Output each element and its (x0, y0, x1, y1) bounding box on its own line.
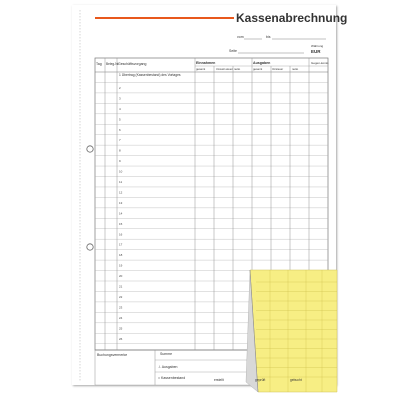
row-number: 15 (119, 221, 123, 226)
row-number: 23 (119, 305, 123, 310)
col-income-net-header: netto (234, 67, 241, 71)
row-number: 17 (119, 242, 123, 247)
row-number: 20 (119, 274, 123, 279)
date-from-label: vom (237, 35, 244, 39)
col-income-vat-header: Umsatz-steuer (216, 68, 233, 71)
col-contra-account-header: Gegen-konto (311, 61, 329, 65)
sum-label: Summe (160, 352, 173, 356)
currency-label: Währung (311, 44, 324, 48)
row-number: 25 (119, 326, 123, 331)
row-number: 22 (119, 294, 123, 299)
col-expenses-net-header: netto (292, 67, 299, 71)
col-expenses-total-header: gesamt (253, 67, 263, 71)
row-number: 14 (119, 211, 123, 216)
row-number: 3 (119, 96, 121, 101)
cash-balance-label: = Kassenbestand (158, 376, 186, 380)
row-number: 12 (119, 190, 123, 195)
row-number: 7 (119, 138, 121, 143)
remarks-label: Buchungsvermerke (97, 353, 128, 357)
punch-hole-top (87, 146, 93, 152)
row-number: 5 (119, 117, 121, 122)
col-expenses-vorsteuer-header: Vorsteuer (272, 68, 284, 71)
row-number: 26 (119, 336, 123, 341)
booked-label: gebucht (290, 378, 302, 382)
row-number: 10 (119, 169, 123, 174)
row-number: 2 (119, 85, 121, 90)
page-label: Seite (229, 49, 237, 53)
row-number: 16 (119, 232, 123, 237)
row-number: 8 (119, 148, 121, 153)
row-number: 18 (119, 253, 123, 258)
row-number: 19 (119, 263, 123, 268)
col-expenses-header: Ausgaben (253, 61, 271, 65)
carryover-text: 1 Übertrag (Kassenbestand) des Vortages (119, 73, 181, 77)
checked-label: geprüft (255, 378, 266, 382)
minus-expenses-label: ./. Ausgaben (158, 365, 178, 369)
col-day-header: Tag (96, 62, 102, 66)
row-number: 6 (119, 127, 121, 132)
row-number: 24 (119, 315, 123, 320)
row-number: 11 (119, 180, 123, 184)
date-to-label: bis (266, 35, 271, 39)
col-receipt-header: Beleg-Nr. (106, 62, 120, 66)
carbon-copy-sheet (250, 270, 337, 392)
row-number: 4 (119, 106, 121, 111)
currency-value: EUR (311, 49, 321, 54)
punch-hole-bottom (87, 244, 93, 250)
row-number: 13 (119, 200, 123, 205)
row-number: 21 (119, 284, 123, 289)
col-transaction-header: Geschäftsvorgang (118, 62, 147, 66)
created-label: erstellt (214, 378, 224, 382)
form-title: Kassenabrechnung (236, 11, 348, 25)
col-income-total-header: gesamt (196, 67, 206, 71)
row-number: 9 (119, 159, 121, 164)
col-income-header: Einnahmen (196, 61, 216, 65)
